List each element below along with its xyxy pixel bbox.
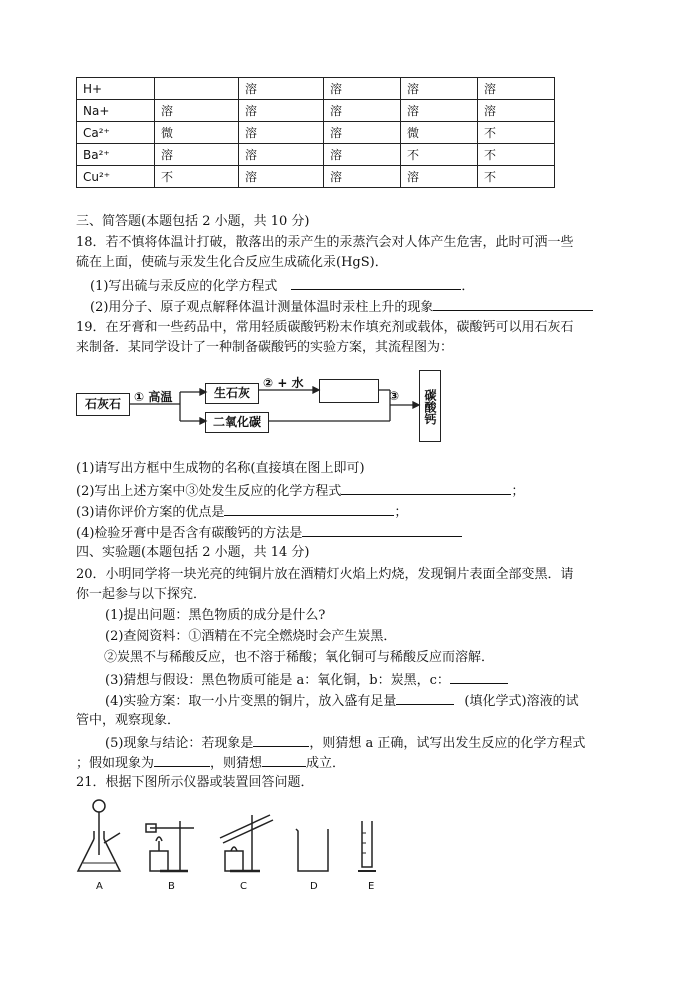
answer-blank[interactable]: [154, 753, 210, 767]
table-cell: 溶: [239, 78, 324, 100]
apparatus-label-d: D: [310, 881, 318, 892]
q19-item4: (4)检验牙膏中是否含有碳酸钙的方法是: [76, 523, 462, 543]
q19-line2: 来制备．某同学设计了一种制备碳酸钙的实验方案，其流程图为：: [76, 340, 454, 355]
table-cell: 溶: [239, 100, 324, 122]
ion-label: Na+: [77, 100, 155, 122]
answer-blank[interactable]: [396, 691, 454, 705]
box-limestone: 石灰石: [76, 393, 130, 416]
table-cell: 溶: [155, 144, 239, 166]
answer-blank[interactable]: [433, 297, 593, 311]
table-cell: 微: [155, 122, 239, 144]
table-cell: 溶: [239, 122, 324, 144]
apparatus-b-stand: [146, 821, 194, 871]
q19-item2: (2)写出上述方案中③处发生反应的化学方程式 ；: [76, 481, 524, 501]
q20-step2b: ②炭黑不与稀酸反应，也不溶于稀酸；氧化铜可与稀酸反应而溶解．: [104, 650, 495, 665]
table-cell: 溶: [324, 78, 401, 100]
q18-line2: 硫在上面，使硫与汞发生化合反应生成硫化汞(HgS)．: [76, 255, 388, 270]
apparatus-label-b: B: [168, 881, 175, 892]
answer-blank[interactable]: [302, 523, 462, 537]
flowchart-arrows: [0, 360, 460, 450]
answer-blank[interactable]: [253, 733, 309, 747]
box-carbon-dioxide: 二氧化碳: [205, 412, 269, 433]
q20-step4: (4)实验方案：取一小片变黑的铜片，放入盛有足量 (填化学式)溶液的试: [105, 691, 579, 711]
answer-blank[interactable]: [450, 670, 508, 684]
apparatus-label-a: A: [96, 881, 103, 892]
box-quicklime: 生石灰: [205, 383, 259, 404]
q19-item1: (1)请写出方框中生成物的名称(直接填在图上即可): [76, 461, 365, 476]
q19-item3: (3)请你评价方案的优点是 ；: [76, 502, 407, 522]
apparatus-figure: [70, 793, 390, 881]
answer-blank[interactable]: [341, 481, 511, 495]
q20-step5: (5)现象与结论：若现象是 ，则猜想 a 正确，试写出发生反应的化学方程式: [105, 733, 585, 753]
q20-line1: 20．小明同学将一块光亮的纯铜片放在酒精灯火焰上灼烧，发现铜片表面全部变黑．请: [76, 567, 574, 582]
table-cell: 溶: [478, 78, 555, 100]
q20-step2: (2)查阅资料：①酒精在不完全燃烧时会产生炭黑．: [105, 629, 397, 644]
table-cell: 溶: [401, 166, 478, 188]
apparatus-e-cylinder: [358, 821, 376, 871]
step3-label: ③: [389, 389, 400, 403]
step1-label: ① 高温: [134, 390, 173, 404]
table-row: [77, 78, 555, 100]
table-cell: 溶: [324, 166, 401, 188]
table-row: [77, 100, 555, 122]
box-calcium-carbonate: 碳酸钙: [419, 370, 441, 442]
table-cell: 不: [155, 166, 239, 188]
step2-label: ② + 水: [263, 376, 304, 390]
ion-label: Ca²⁺: [77, 122, 155, 144]
table-cell: 溶: [401, 100, 478, 122]
ion-label: Ba²⁺: [77, 144, 155, 166]
table-cell: 不: [478, 122, 555, 144]
q18-line1: 18．若不慎将体温计打破，散落出的汞产生的汞蒸汽会对人体产生危害，此时可洒一些: [76, 235, 574, 250]
section-4-heading: 四、实验题(本题包括 2 小题，共 14 分): [76, 545, 310, 560]
apparatus-d-beaker: [296, 829, 328, 871]
table-cell: 不: [401, 144, 478, 166]
q19-line1: 19．在牙膏和一些药品中，常用轻质碳酸钙粉末作填充剂或载体，碳酸钙可以用石灰石: [76, 320, 574, 335]
apparatus-label-e: E: [368, 881, 375, 892]
q20-step1: (1)提出问题：黑色物质的成分是什么?: [105, 608, 326, 623]
table-cell: 微: [401, 122, 478, 144]
table-row: [77, 166, 555, 188]
apparatus-c-stand: [220, 815, 273, 871]
q20-step4-line2: 管中，观察现象．: [76, 713, 181, 728]
apparatus-a-flask: [78, 800, 120, 871]
q18-sub1: (1)写出硫与汞反应的化学方程式 ．: [90, 276, 474, 296]
q21-line: 21．根据下图所示仪器或装置回答问题．: [76, 775, 314, 790]
q20-step3: (3)猜想与假设：黑色物质可能是 a：氧化铜，b：炭黑，c：: [105, 670, 508, 690]
ion-label: Cu²⁺: [77, 166, 155, 188]
answer-blank[interactable]: [262, 753, 306, 767]
solubility-table: [76, 77, 555, 188]
table-row: [77, 144, 555, 166]
answer-blank[interactable]: [224, 502, 394, 516]
section-3-heading: 三、简答题(本题包括 2 小题，共 10 分): [76, 214, 310, 229]
table-cell: 溶: [401, 78, 478, 100]
table-cell: 溶: [155, 100, 239, 122]
q20-step5-line2: ；假如现象为 ，则猜想 成立．: [76, 753, 345, 773]
table-cell: 不: [478, 166, 555, 188]
table-cell: 不: [478, 144, 555, 166]
ion-label: H+: [77, 78, 155, 100]
q18-sub2: (2)用分子、原子观点解释体温计测量体温时汞柱上升的现象: [90, 297, 593, 317]
table-cell: 溶: [478, 100, 555, 122]
table-cell: 溶: [324, 100, 401, 122]
table-cell: 溶: [239, 166, 324, 188]
answer-blank[interactable]: [291, 276, 461, 290]
q20-line2: 你一起参与以下探究．: [76, 587, 207, 602]
table-cell: 溶: [239, 144, 324, 166]
apparatus-label-c: C: [240, 881, 247, 892]
table-cell: 溶: [324, 144, 401, 166]
table-cell: 溶: [324, 122, 401, 144]
table-row: [77, 122, 555, 144]
table-cell: [155, 78, 239, 100]
